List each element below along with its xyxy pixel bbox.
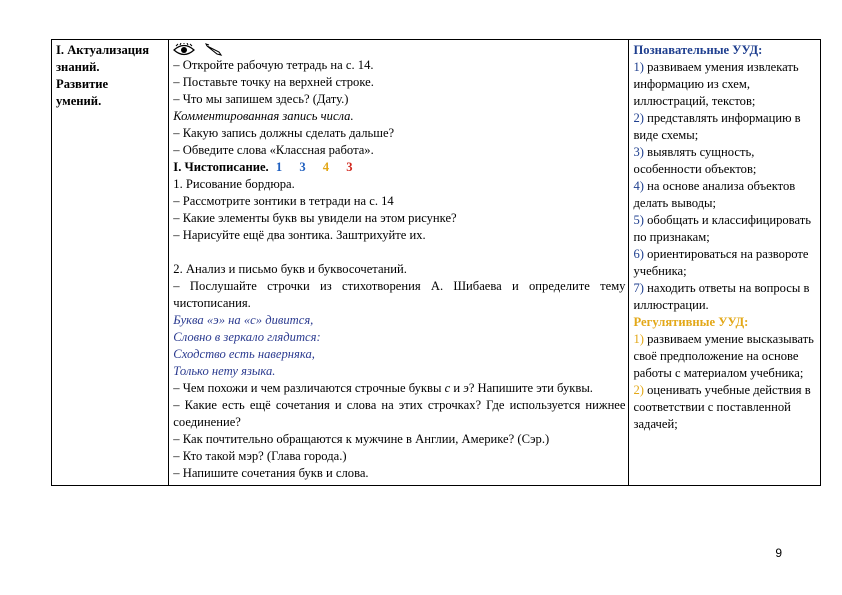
letter-e: э (463, 381, 469, 395)
text-paragraph (173, 380, 625, 397)
item-text: оценивать учебные действия в соответствии с поставленной задачей; (633, 383, 811, 431)
icons-row (173, 42, 625, 57)
item-number: 2) (633, 111, 644, 125)
letter-s: с (444, 381, 451, 395)
cognitive-item (633, 144, 817, 178)
calligraphy-heading (173, 159, 625, 176)
number-1: 1 (275, 160, 283, 174)
text-paragraph: – Какие есть ещё сочетания и слова на этих строчках? Где используется нижнее соединение? (173, 398, 626, 429)
text-paragraph: – Послушайте строчки из стихотворения А. Шибаева и определите тему чистописания. (173, 279, 626, 310)
item-number: 4) (633, 179, 644, 193)
lesson-table (51, 39, 821, 486)
poem-line: Сходство есть наверняка, (173, 347, 315, 361)
text-line: – Какие элементы букв вы увидели на этом рисунке? (173, 211, 457, 225)
item-number: 5) (633, 213, 644, 227)
stage-line: I. Актуализация (56, 43, 150, 57)
table-row (52, 40, 821, 486)
item-text: обобщать и классифицировать по признакам; (633, 213, 811, 244)
item-number: 1) (633, 332, 644, 346)
stage-line: Развитие (56, 77, 109, 91)
text-line: 2. Анализ и письмо букв и буквосочетаний. (173, 262, 407, 276)
stage-line: знаний. (56, 60, 100, 74)
item-text: выявлять сущность, особенности объектов; (633, 145, 757, 176)
text-line: – Как почтительно обращаются к мужчине в Англии, Америке? (Сэр.) (173, 432, 550, 446)
item-number: 3) (633, 145, 644, 159)
question-part: ? Напишите эти буквы. (468, 381, 593, 395)
skills-cell (629, 40, 821, 486)
page-number: 9 (775, 546, 782, 560)
item-number: 2) (633, 383, 644, 397)
cognitive-title: Познавательные УУД: (633, 43, 763, 57)
poem-line: Словно в зеркало глядится: (173, 330, 321, 344)
cognitive-item (633, 59, 817, 110)
regulatory-item (633, 331, 817, 382)
calligraphy-title: I. Чистописание. (173, 160, 269, 174)
item-text: развиваем умение высказывать своё предположение на основе работы с материалом учебника; (633, 332, 814, 380)
comment-line: Комментированная запись числа. (173, 109, 354, 123)
item-number: 6) (633, 247, 644, 261)
cognitive-item (633, 178, 817, 212)
regulatory-title: Регулятивные УУД: (633, 315, 749, 329)
item-text: ориентироваться на развороте учебника; (633, 247, 809, 278)
text-line: – Обведите слова «Классная работа». (173, 143, 374, 157)
eye-icon (173, 43, 195, 57)
pencil-icon (205, 43, 223, 57)
text-line: – Поставьте точку на верхней строке. (173, 75, 374, 89)
item-number: 7) (633, 281, 644, 295)
cognitive-item (633, 110, 817, 144)
regulatory-item (633, 382, 817, 433)
cognitive-item (633, 246, 817, 280)
number-3: 3 (299, 160, 306, 174)
text-line: – Напишите сочетания букв и слова. (173, 466, 369, 480)
text-line: – Какую запись должны сделать дальше? (173, 126, 395, 140)
text-line: 1. Рисование бордюра. (173, 177, 295, 191)
stage-cell (52, 40, 169, 486)
blank-line (173, 244, 625, 261)
text-line: – Нарисуйте ещё два зонтика. Заштрихуйте их. (173, 228, 426, 242)
text-line: – Рассмотрите зонтики в тетради на с. 14 (173, 194, 394, 208)
content-cell (169, 40, 629, 486)
poem-line: Буква «э» на «с» дивится, (173, 313, 314, 327)
question-part: – Чем похожи и чем различаются строчные буквы (173, 381, 445, 395)
text-line: – Что мы запишем здесь? (Дату.) (173, 92, 349, 106)
item-text: развиваем умения извлекать информацию из схем, иллюстраций, текстов; (633, 60, 799, 108)
stage-line: умений. (56, 94, 102, 108)
poem-line: Только нету языка. (173, 364, 276, 378)
number-3-red: 3 (346, 160, 353, 174)
item-text: представлять информацию в виде схемы; (633, 111, 801, 142)
item-text: находить ответы на вопросы в иллюстрации. (633, 281, 810, 312)
question-part: и (450, 381, 464, 395)
item-number: 1) (633, 60, 644, 74)
text-line: – Кто такой мэр? (Глава города.) (173, 449, 347, 463)
text-line: – Откройте рабочую тетрадь на с. 14. (173, 58, 374, 72)
cognitive-item (633, 280, 817, 314)
cognitive-item (633, 212, 817, 246)
number-4: 4 (322, 160, 330, 174)
item-text: на основе анализа объектов делать выводы; (633, 179, 796, 210)
